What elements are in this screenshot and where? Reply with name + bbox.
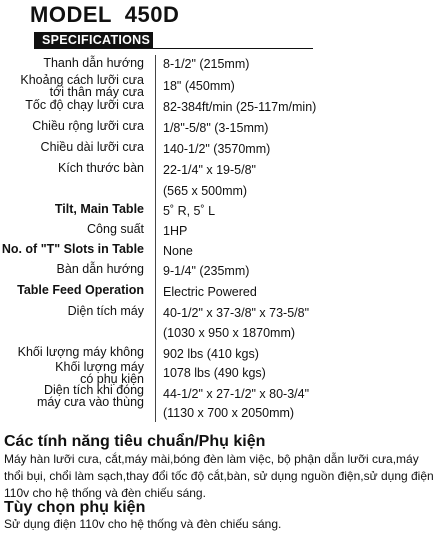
spec-label: Chiều dài lưỡi cưa bbox=[40, 140, 144, 154]
spec-value: 140-1/2" (3570mm) bbox=[163, 142, 271, 156]
spec-value: 1HP bbox=[163, 224, 188, 238]
spec-label: Kích thước bàn bbox=[57, 161, 144, 175]
spec-label: Công suất bbox=[87, 222, 144, 236]
spec-label-line: máy cưa vào thùng bbox=[36, 395, 144, 409]
spec-value: 1/8"-5/8" (3-15mm) bbox=[163, 121, 269, 135]
options-text: Sử dụng điện 110v cho hệ thống và đèn chiếu sáng. bbox=[4, 517, 282, 531]
spec-label-line: Diện tích khi đóng bbox=[43, 383, 144, 397]
spec-value: 1078 lbs (490 kgs) bbox=[163, 366, 266, 380]
spec-value: Electric Powered bbox=[163, 285, 257, 299]
spec-label: Bàn dẫn hướng bbox=[56, 262, 144, 276]
spec-value: None bbox=[163, 244, 193, 258]
spec-label-line: tới thân máy cưa bbox=[49, 85, 144, 99]
spec-label-line: Khối lượng máy bbox=[55, 360, 144, 374]
spec-value: 5˚ R, 5˚ L bbox=[163, 204, 216, 218]
spec-value: 902 lbs (410 kgs) bbox=[163, 347, 259, 361]
spec-value-metric: (1130 x 700 x 2050mm) bbox=[163, 406, 295, 420]
spec-label bbox=[55, 361, 144, 385]
spec-value: 82-384ft/min (25-117m/min) bbox=[163, 100, 317, 114]
header-rule bbox=[153, 48, 313, 49]
spec-label-line: có phụ kiện bbox=[80, 372, 144, 386]
spec-value: 8-1/2" (215mm) bbox=[163, 57, 250, 71]
spec-value: 22-1/4" x 19-5/8" bbox=[163, 163, 256, 177]
column-divider bbox=[155, 55, 156, 422]
spec-label-line: Khoảng cách lưỡi cưa bbox=[20, 73, 144, 87]
spec-value-metric: (1030 x 950 x 1870mm) bbox=[163, 326, 296, 340]
spec-label: No. of "T" Slots in Table bbox=[1, 242, 144, 256]
specifications-header: SPECIFICATIONS bbox=[34, 32, 153, 49]
spec-value: 18" (450mm) bbox=[163, 79, 235, 93]
features-heading: Các tính năng tiêu chuẩn/Phụ kiện bbox=[4, 433, 266, 450]
spec-label: Chiều rộng lưỡi cưa bbox=[32, 119, 144, 133]
spec-label: Tilt, Main Table bbox=[54, 202, 144, 216]
features-text: Máy hàn lưỡi cưa, cắt,máy mài,bóng đèn làm việc, bộ phận dẫn lưỡi cưa,máy thổi bụi, chổi làm sạch,thay đổi tốc độ cắt,bàn, sử dụng nguồn điện,sử dụng điện 110v cho hệ thống và đèn chiếu sáng. bbox=[4, 452, 434, 500]
spec-label bbox=[20, 74, 144, 98]
options-heading: Tùy chọn phụ kiện bbox=[4, 499, 146, 516]
spec-label bbox=[37, 384, 144, 408]
spec-label: Tốc độ chạy lưỡi cưa bbox=[25, 98, 144, 112]
spec-label: Diện tích máy bbox=[67, 304, 144, 318]
spec-value: 44-1/2" x 27-1/2" x 80-3/4" bbox=[163, 387, 310, 401]
spec-label: Khối lượng máy không bbox=[17, 345, 144, 359]
spec-value: 40-1/2" x 37-3/8" x 73-5/8" bbox=[163, 306, 310, 320]
spec-value-metric: (565 x 500mm) bbox=[163, 184, 248, 198]
spec-label: Table Feed Operation bbox=[17, 283, 144, 297]
model-title: MODEL 450D bbox=[30, 2, 180, 27]
spec-value: 9-1/4" (235mm) bbox=[163, 264, 250, 278]
spec-label: Thanh dẫn hướng bbox=[43, 56, 144, 70]
